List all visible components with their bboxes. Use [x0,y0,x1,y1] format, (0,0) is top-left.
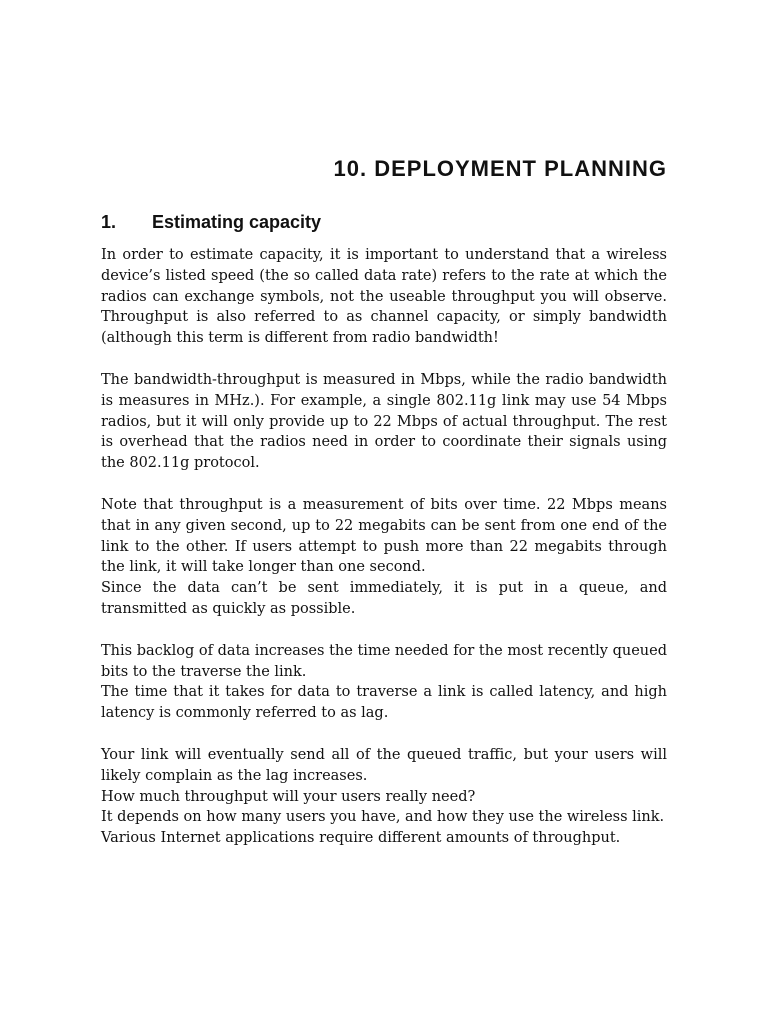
paragraph-text: Your link will eventually send all of the queued traffic, but your users will likely complain as the lag increases. [101,746,667,784]
section-heading [101,212,321,233]
paragraph-text: Various Internet applications require different amounts of throughput. [101,830,621,847]
body-text [101,245,667,870]
section-number: 1. [101,212,117,232]
paragraph [101,245,667,349]
paragraph-text: Since the data can’t be sent immediately, it is put in a queue, and transmitted as quickly as possible. [101,580,667,617]
paragraph-text: How much throughput will your users really need? [101,788,476,805]
paragraph [101,641,667,724]
paragraph-text: The time that it takes for data to traverse a link is called latency, and high latency is commonly referred to as lag. [101,684,667,722]
section-title: Estimating capacity [152,212,322,232]
paragraph-text: In order to estimate capacity, it is important to understand that a wireless device’s listed speed (the so called data rate) refers to the rate at which the radios can exchange symbols, not the useable throughput you will observe. Throughput is also referred to as channel capacity, or simply bandwidth (although this term is different from radio bandwidth! [101,247,667,347]
chapter-title: 10. DEPLOYMENT PLANNING [333,156,667,181]
paragraph [101,495,667,620]
paragraph [101,370,667,474]
paragraph-text: This backlog of data increases the time needed for the most recently queued bits to the traverse the link. [101,642,667,680]
paragraph-text: Note that throughput is a measurement of bits over time. 22 Mbps means that in any given second, up to 22 megabits can be sent from one end of the link to the other. If users attempt to push more than 22 megabits through the link, it will take longer than one second. [101,496,667,576]
paragraph [101,745,667,849]
paragraph-text: The bandwidth-throughput is measured in Mbps, while the radio bandwidth is measures in MHz.). For example, a single 802.11g link may use 54 Mbps radios, but it will only provide up to 22 Mbps of actual throughput. The rest is overhead that the radios need in order to coordinate their signals using the 802.11g protocol. [101,371,667,472]
paragraph-text: It depends on how many users you have, and how they use the wireless link. [101,809,665,826]
